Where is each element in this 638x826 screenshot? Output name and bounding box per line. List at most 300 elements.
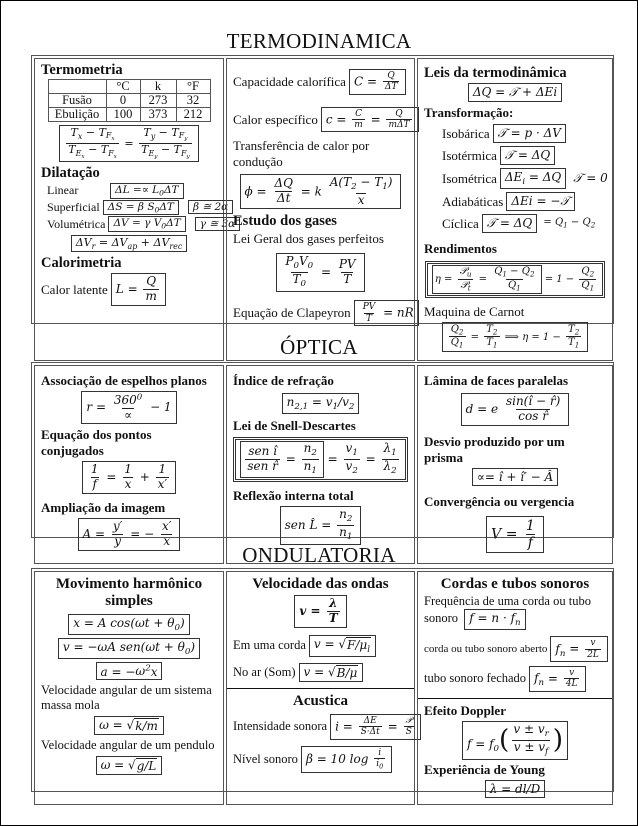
formula-text: Q [507,279,517,291]
formula-text: ΔQ [274,176,293,191]
formula-text: 1 [352,448,358,459]
subscript [308,261,314,271]
formula-text: v [342,395,349,409]
optica-col-2 [226,365,415,564]
formula-text: = [281,451,300,466]
symbol [555,641,566,659]
fraction-denominator [404,726,414,737]
formula-text: ) [387,174,393,189]
formula-group [469,611,520,628]
formula-text: 2 [145,663,151,674]
formula-text: L [152,183,160,196]
formula-group [505,170,561,187]
formula-text: ap [127,241,138,251]
formula-text: m [354,120,363,131]
fraction-numerator [122,463,134,477]
formula-group [87,463,171,492]
massa-mola-label: Velocidade angular de um sistema massa mola [41,683,212,713]
subscript [545,729,549,739]
formula-text: g/L [136,759,157,774]
formula-text: rec [169,241,183,251]
formula-text: = − [126,526,158,541]
formula-text: Δt [276,190,291,205]
ciclica-label: Cíclica [442,215,479,231]
mhs-acceleration-formula [96,662,163,681]
ondulatoria-table [31,568,614,796]
subscript [128,242,138,251]
adiabaticas-label: Adiabáticas [442,193,504,209]
radicand [336,665,359,680]
subscript [379,762,383,770]
heat-capacity-formula [349,69,406,95]
formula-group [494,266,534,277]
fraction-numerator [504,395,562,409]
formula-text: 1 [311,465,317,476]
formula-text: 1 [458,340,464,350]
calorimetria-heading: Calorimetria [41,254,122,271]
formula-group [477,470,553,484]
symbol [339,524,353,542]
formula-text: mΔT [388,120,410,131]
formula-text: n [303,441,312,456]
formula-text: m [145,289,157,304]
formula-text: F [105,131,112,141]
formula-text: S [147,200,155,213]
formula-text: V [298,254,308,269]
symbol [538,739,549,757]
formula-text: = [366,112,385,127]
table-cell: Fusão [48,93,106,107]
formula-text: 0 [300,279,307,290]
fraction-numerator [361,302,378,312]
formula-group [473,85,557,100]
formula-text: 0 [174,622,181,633]
ondulatoria-col-1 [34,571,224,805]
formula-text: n [286,395,295,409]
calor-especifico-label: Calor específico [233,111,318,127]
formula-text: 1 [502,269,507,279]
formula-text: n [538,678,545,689]
formula-text: C [355,108,362,119]
prism-deviation-formula [472,468,558,486]
formula-text: 𝒯 = ΔQ [504,148,551,162]
formula-text: 2 [391,465,397,476]
formula-text: Q [554,217,564,229]
fraction [511,723,550,758]
fraction-numerator [403,716,414,726]
formula-text: x [163,533,171,548]
formula-text: sin(î − r̂) [505,394,561,408]
formula-text: x [357,192,365,207]
formula-group [498,126,561,141]
symbol [141,142,158,160]
formula-text: T [100,142,109,156]
symbol [135,664,150,678]
symbol [555,217,568,228]
formula-text: C = [353,74,381,89]
symbol [100,142,117,160]
formula-group [73,616,184,633]
table-cell: 373 [140,107,176,121]
formula-text: T [141,142,149,156]
formula-text: 1 [124,462,132,477]
formula-text: Q [582,217,591,229]
section-title-termodinamica: TERMODINAMICA [226,29,412,53]
fraction [458,266,474,293]
symbol [486,324,497,335]
formula-text: = [308,395,326,409]
formula-text: ΔEi = −𝒯 [511,194,570,209]
mhs-position-formula [68,614,189,635]
divider [418,698,612,699]
symbol [374,174,388,192]
conjugados-heading: Equação dos pontos conjugados [41,427,152,459]
formula-text: c = [325,112,351,127]
formula-group [108,201,174,215]
formula-text: Q [387,71,395,81]
real-dilation-formula [71,235,188,252]
fraction-denominator [327,611,340,626]
formula-text: ⟹ η = 1 − [501,331,565,343]
formula-text: 2 [351,181,357,192]
fraction-numerator [337,258,358,272]
symbol [292,272,307,290]
fraction [327,597,340,626]
formula-text: f = [466,736,490,751]
formula-text: = [120,136,138,150]
fraction-denominator [382,459,399,477]
fraction-denominator [123,477,134,492]
formula-group [285,508,357,543]
clapeyron-label: Equação de Clapeyron [233,305,351,321]
fraction-denominator [458,279,472,293]
fraction [143,275,158,304]
formula-text: = k [296,183,326,198]
fraction [344,442,360,477]
fraction-numerator [328,176,395,193]
symbol [173,142,190,160]
symbol [383,458,397,476]
sound-intensity-formula [330,714,421,740]
formula-text: 1 [574,340,580,350]
formula-text: Q [521,266,530,278]
formula-text: a = − [100,664,136,679]
table-cell: °C [106,79,140,93]
radical-sign: √ [338,636,347,651]
formula-text: k/m [135,719,158,734]
radicand [346,637,371,655]
conjugate-points-formula [82,461,176,494]
corda-label: Em uma corda [233,638,306,653]
formula-group [76,236,183,251]
inner-box [432,265,542,294]
formula-text: 0 [161,221,167,231]
subscript [352,466,358,476]
symbol [286,395,309,413]
formula-text: θ [177,639,185,654]
formula-text: Q [494,266,503,278]
fraction [579,266,596,293]
formula-text: v [537,721,545,736]
sound-speed-formula [299,663,364,682]
formula-text: ΔE [363,716,377,727]
mhs-velocity-formula [58,638,200,659]
formula-text: 0 [136,392,143,402]
formula-text: 0 [293,261,299,272]
table-cell: 273 [140,93,176,107]
symbol [460,266,472,277]
fraction [374,748,385,771]
formula-group [64,127,193,161]
formula-text: T [343,174,352,189]
subscript [530,270,535,279]
subscript [294,402,308,412]
fraction-numerator [141,127,189,143]
symbol [383,441,397,459]
mhs-heading: Movimento harmônico simples [55,576,203,610]
formula-text: = [102,470,121,485]
formula-text: = [323,451,342,466]
fraction-numerator [89,463,101,477]
dilatacao-heading: Dilatação [41,165,100,182]
formula-text: T [292,272,301,287]
formula-text: 2 [492,327,498,337]
estudo-gases-heading: Estudo dos gases [233,213,337,230]
formula-text: 1 [589,283,595,293]
formula-text: Q [581,279,590,291]
formula-text: v = [299,604,325,619]
subscript [108,149,117,158]
fraction-numerator [344,442,360,459]
efficiency-formula [425,261,605,298]
formula-text: μ [359,637,368,652]
radical-sign: √ [126,718,135,733]
fraction-denominator [156,477,170,492]
symbol [568,324,579,335]
fraction-numerator [246,445,279,459]
leis-heading: Leis da termodinâmica [424,65,567,81]
convergencia-heading: Convergência ou vergencia [424,493,575,509]
symbol [460,280,470,291]
formula-group [292,272,307,290]
formula-group [513,739,549,757]
fraction [139,127,192,161]
symbol [342,395,355,413]
formula-group [435,266,539,293]
aberto-label: corda ou tubo sonoro aberto [424,643,548,656]
formula-text: B/μ [336,665,358,680]
formula-text: ω [135,664,146,679]
formula-group [101,664,158,679]
intensidade-label: Intensidade sonora [233,719,328,734]
formula-group [534,668,581,690]
fraction-numerator [302,442,319,459]
formula-group [326,109,414,131]
subscript [349,402,355,412]
termodinamica-col-3 [417,58,613,361]
symbol [105,131,115,143]
symbol [522,266,535,277]
formula-group [299,597,341,626]
fraction-numerator [111,520,125,534]
formula-group [304,665,359,680]
formula-text: y [154,153,158,160]
formula-group [347,637,370,655]
formula-text: f [555,641,560,656]
symbol [345,441,358,459]
formula-text: θ [167,615,175,630]
symbol [508,280,521,291]
formula-text: Q [146,274,157,289]
parenthesized [499,723,563,758]
formula-text: − [82,125,99,139]
symbol [343,174,357,192]
subscript [367,645,370,655]
ondas-heading: Velocidade das ondas [252,576,389,592]
subscript [178,131,188,143]
formula-text: − [157,142,174,156]
subscript [311,448,317,458]
carnot-label: Maquina de Carnot [424,303,525,319]
formula-text: x [124,477,132,492]
formula-text: T [343,272,352,287]
formula-text: T [374,174,383,189]
fraction-denominator [344,459,360,477]
ideal-gas-law-formula [276,253,364,292]
subscript [169,242,182,251]
formula-group [287,395,355,412]
isometric-work-formula [573,171,608,186]
formula-text: sen L̂ = [284,517,336,532]
fraction [383,71,400,93]
fraction [272,177,295,206]
string-wave-speed-formula [309,635,376,657]
subscript [76,149,85,158]
formula-text: η = [434,273,456,285]
acustica-heading: Acustica [293,692,348,709]
formula-text: x [150,664,158,679]
formula-text: A( [329,174,344,189]
symbol [534,671,545,689]
subscript [111,136,114,142]
formula-text: S·Δt [360,727,380,738]
formula-text: T [171,125,179,139]
fraction-denominator [91,477,99,492]
symbol [359,637,370,655]
fraction [283,255,315,290]
spring-angular-velocity-formula [94,716,164,735]
table-row [48,93,210,107]
formula-group [70,125,115,143]
formula-text: ΔT [159,200,174,213]
formula-text: 2,1 [294,402,309,413]
formula-text: 1 [516,283,521,293]
formula-text: n [515,618,521,629]
fraction [112,393,144,422]
fraction-denominator [275,191,293,206]
symbol [68,142,85,160]
formula-text: T [486,337,493,349]
doppler-heading: Efeito Doppler [424,702,506,718]
formula-text: L = [115,282,142,297]
fraction-denominator [143,289,158,304]
formula-group [329,174,393,192]
young-formula [485,780,545,798]
formula-text: Q [581,266,590,278]
formula-text: x = A cos(ωt + [73,615,168,630]
formula-text: − [506,266,522,278]
formula-text: f [92,477,97,492]
fraction-numerator [337,508,354,525]
formula-text: A = [82,526,109,541]
subscript [347,532,353,542]
formula-text: Q [450,323,459,335]
thermometric-conversion-formula [59,125,198,163]
symbol [177,639,191,657]
subscript [181,149,190,158]
symbol [489,736,500,754]
formula-text: v ± [513,739,539,754]
fraction [359,716,382,738]
volumetric-dilation-formula [108,216,185,232]
reflexao-heading: Reflexão interna total [233,487,354,503]
open-pipe-formula [550,636,607,662]
square-root [338,637,371,655]
formula-text: d = e [465,401,502,416]
formula-text: 𝒯 = 0 [573,171,608,185]
fraction [382,442,399,477]
refraction-index-formula [282,393,360,414]
formula-text: − [567,217,583,229]
formula-group [490,782,540,796]
heat-conduction-formula [240,174,402,210]
fraction-numerator [524,518,537,534]
fraction-numerator [492,266,536,279]
volumetrica-label: Volumétrica [47,216,106,231]
formula-text: = [565,641,584,656]
formula-text: y [184,136,188,143]
formula-text: i [522,177,526,188]
formula-text: v [325,395,333,409]
formula-text: ) [180,615,185,630]
subscript [114,154,117,160]
termometria-heading: Termometria [41,62,123,78]
formula-text: v ± [513,721,538,736]
formula-text: 𝒫 [459,266,467,278]
formula-text: Q [450,337,459,349]
section-title-optica: ÓPTICA [280,335,358,359]
formula-text: ΔT [384,82,398,93]
formula-text: + [137,235,154,249]
table-cell: °F [176,79,210,93]
formula-text: = [317,265,335,280]
lamina-heading: Lâmina de faces paralelas [424,373,569,388]
conducao-label: Transferência de calor por condução [233,138,370,169]
fraction-numerator [458,266,474,279]
formula-text: 2 [590,220,596,230]
fraction-numerator [382,442,399,459]
cyclic-heat-formula [540,217,595,230]
symbol [171,125,188,143]
fraction-denominator [291,272,309,290]
formula-text: f [545,746,549,757]
radicand [136,758,158,773]
formula-text: 1 [563,220,568,230]
formula-group [116,275,161,304]
table-header-row [48,79,210,93]
symbol [114,393,142,407]
formula-group [432,265,598,294]
